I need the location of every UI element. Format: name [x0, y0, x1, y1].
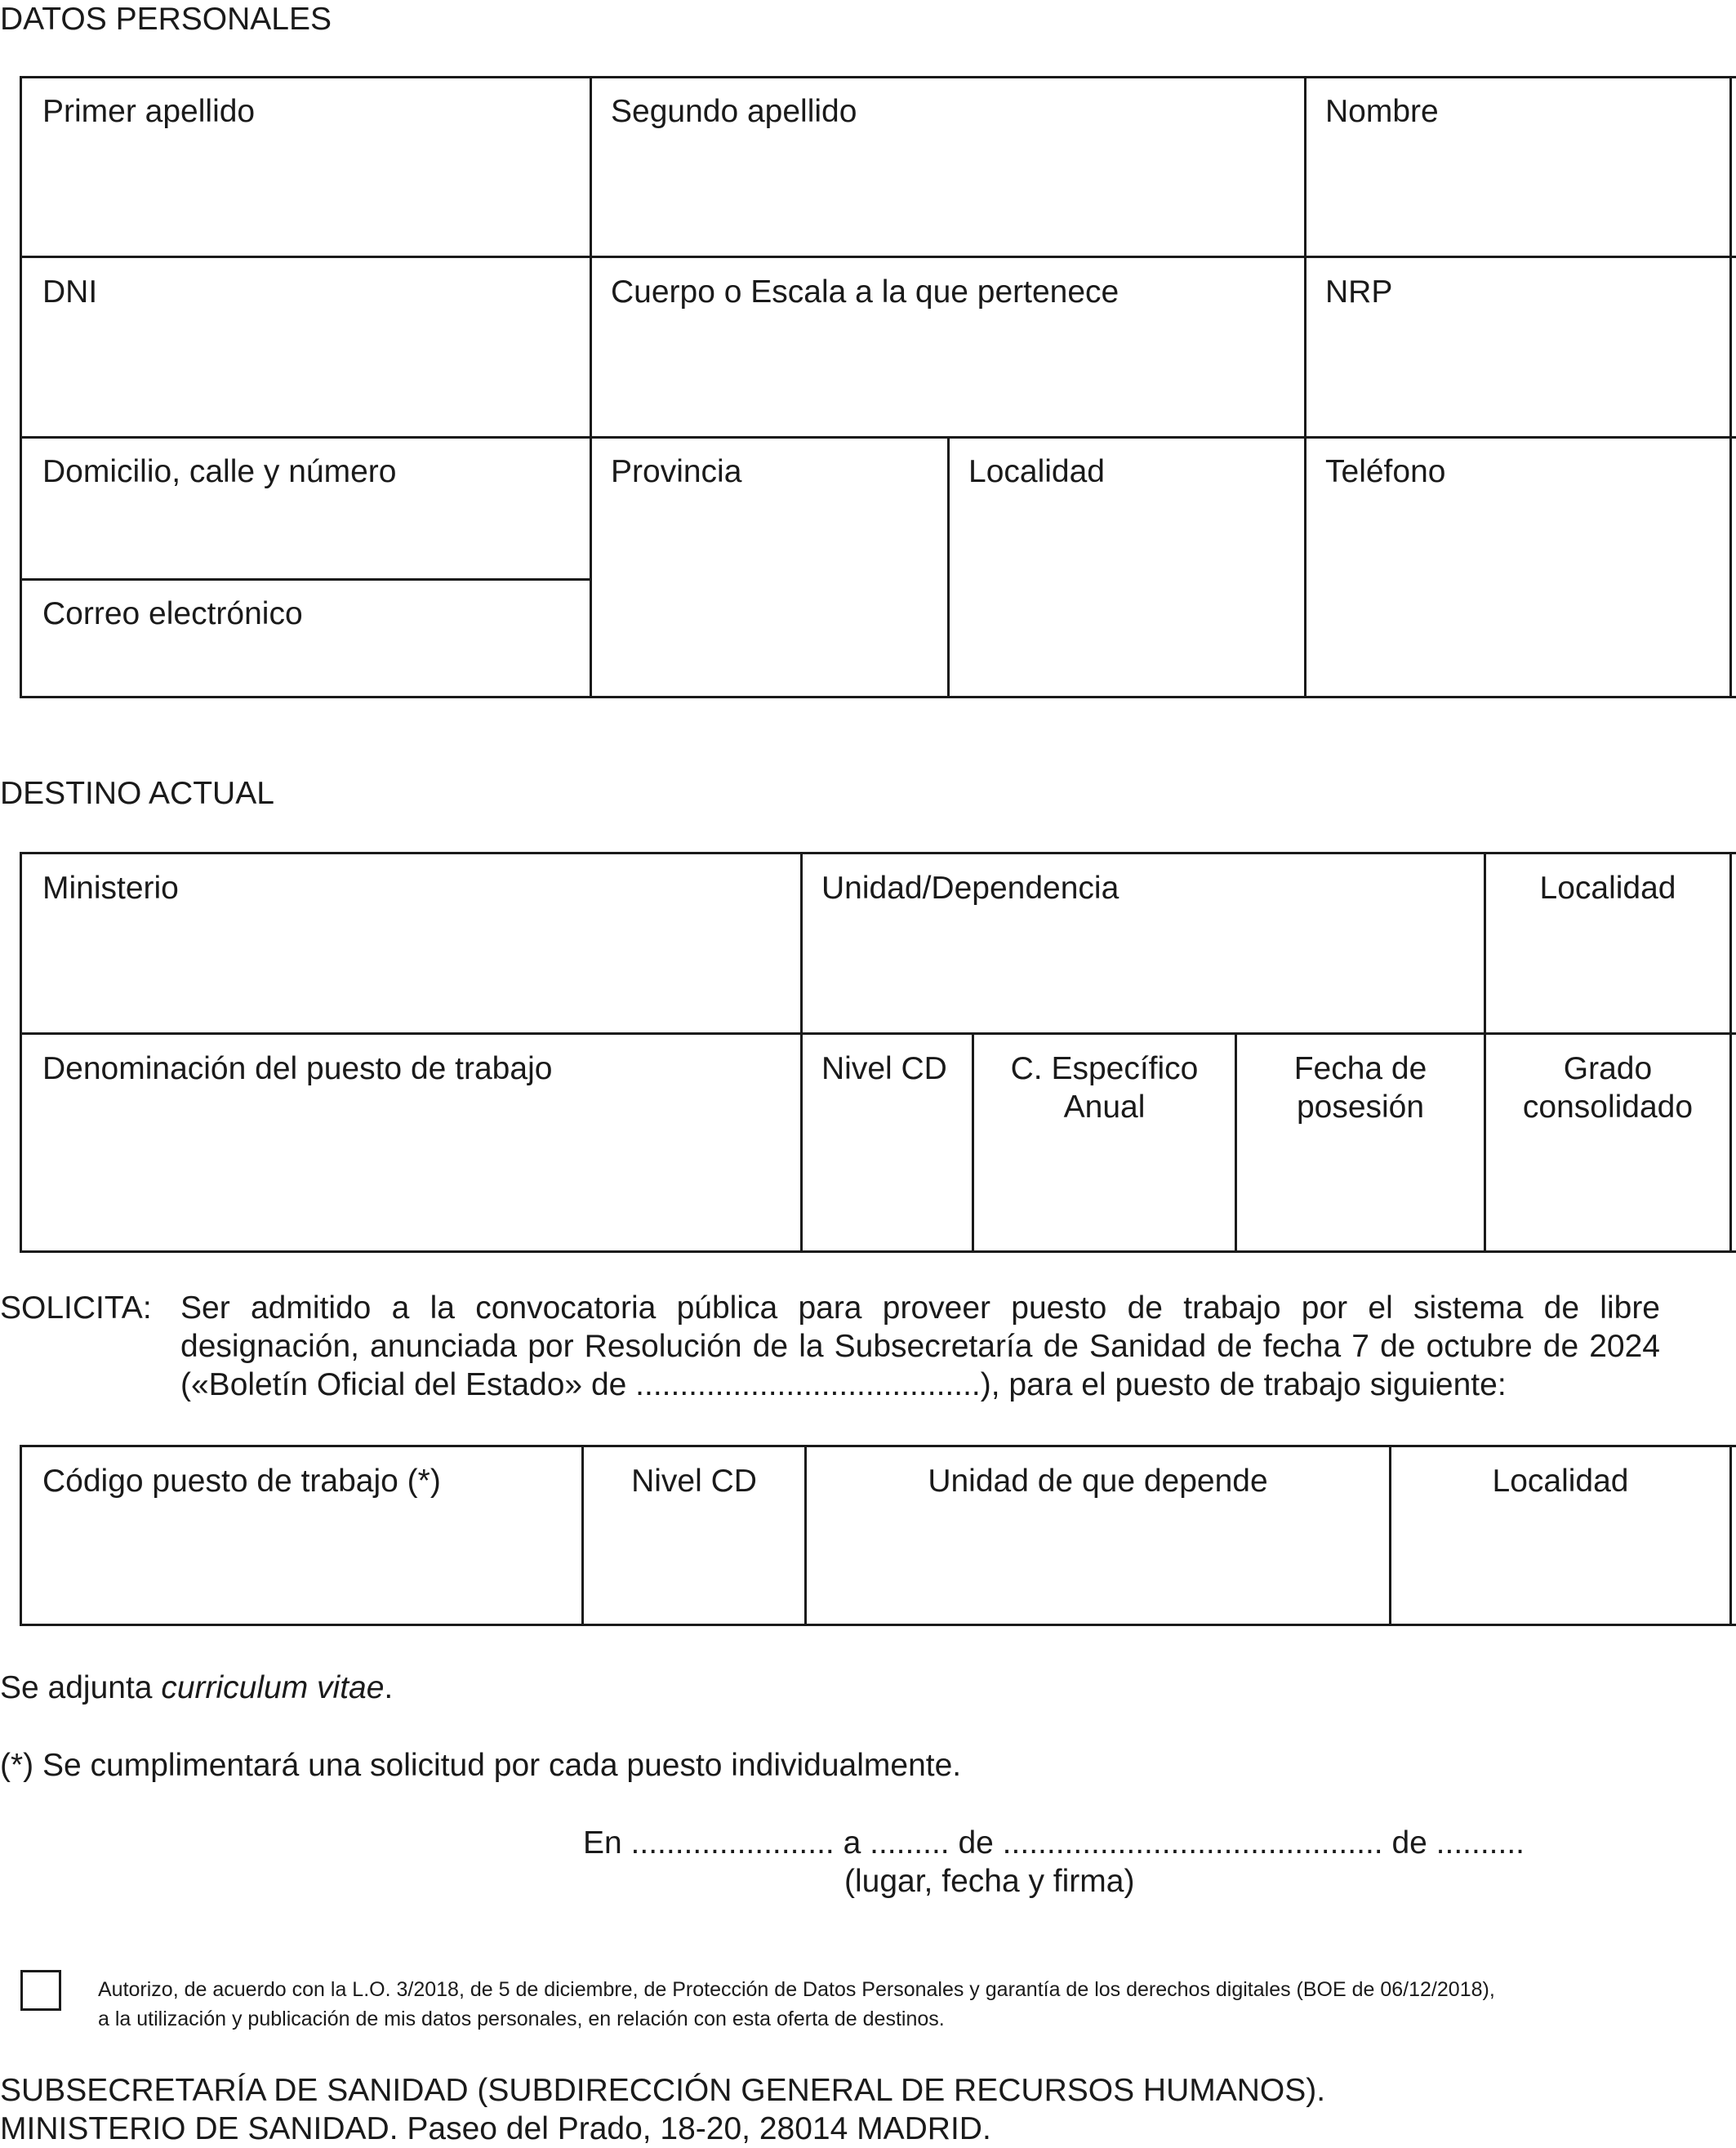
field-telefono[interactable]: Teléfono	[1325, 454, 1446, 489]
table-border	[1729, 1445, 1732, 1626]
field-nombre[interactable]: Nombre	[1325, 94, 1439, 129]
field-correo-electronico[interactable]: Correo electrónico	[42, 596, 303, 631]
footnote-asterisk: (*) Se cumplimentará una solicitud por cada puesto individualmente.	[0, 1748, 962, 1783]
field-cuerpo-escala[interactable]: Cuerpo o Escala a la que pertenece	[611, 274, 1119, 310]
field-ministerio[interactable]: Ministerio	[42, 871, 179, 906]
field-unidad-depende[interactable]: Unidad de que depende	[928, 1464, 1268, 1499]
field-unidad-dependencia[interactable]: Unidad/Dependencia	[821, 871, 1119, 906]
footer-line-1: SUBSECRETARÍA DE SANIDAD (SUBDIRECCIÓN GENERAL DE RECURSOS HUMANOS).	[0, 2073, 1326, 2108]
table-border	[20, 696, 1736, 698]
table-border	[20, 256, 1736, 258]
fecha-posesion-line2: posesión	[1296, 1090, 1425, 1125]
section-heading-datos-personales: DATOS PERSONALES	[0, 2, 332, 37]
signature-caption: (lugar, fecha y firma)	[844, 1864, 1135, 1899]
curriculum-note	[0, 1669, 393, 1707]
table-border	[800, 852, 803, 1253]
fecha-posesion-line1: Fecha de	[1293, 1051, 1427, 1086]
table-border	[20, 1445, 22, 1626]
field-localidad-puesto[interactable]: Localidad	[1492, 1464, 1629, 1499]
solicita-line-1: Ser admitido a la convocatoria pública para proveer puesto de trabajo por el sistema de libre	[180, 1290, 1660, 1326]
grado-line2: consolidado	[1522, 1090, 1694, 1125]
field-domicilio[interactable]: Domicilio, calle y número	[42, 454, 397, 489]
solicita-line-3: («Boletín Oficial del Estado» de .......................................), para el puesto de trabajo siguiente:	[180, 1367, 1507, 1402]
authorization-text-line2: a la utilización y publicación de mis datos personales, en relación con esta oferta de destinos.	[98, 2008, 945, 2030]
authorization-text-line1: Autorizo, de acuerdo con la L.O. 3/2018, de 5 de diciembre, de Protección de Datos Personales y garantía de los derechos digitales (BOE de 06/12/2018),	[98, 1978, 1495, 2001]
curriculum-note-post: .	[384, 1670, 394, 1705]
footer-line-2: MINISTERIO DE SANIDAD. Paseo del Prado, 18-20, 28014 MADRID.	[0, 2111, 991, 2146]
field-nivel-cd-actual[interactable]: Nivel CD	[821, 1051, 947, 1086]
grado-line1: Grado	[1563, 1051, 1653, 1086]
field-dni[interactable]: DNI	[42, 274, 98, 310]
field-primer-apellido[interactable]: Primer apellido	[42, 94, 256, 129]
field-denominacion-puesto[interactable]: Denominación del puesto de trabajo	[42, 1051, 553, 1086]
authorization-checkbox[interactable]	[20, 1970, 61, 2011]
table-border	[1304, 76, 1306, 698]
field-localidad-destino[interactable]: Localidad	[1539, 871, 1676, 906]
field-provincia[interactable]: Provincia	[611, 454, 742, 489]
table-border	[20, 1032, 1736, 1035]
c-especifico-line2: Anual	[1063, 1090, 1146, 1125]
table-border	[20, 852, 1736, 854]
table-border	[1729, 76, 1732, 698]
table-border	[20, 1624, 1736, 1626]
table-border	[1729, 852, 1732, 1253]
field-nivel-cd-puesto[interactable]: Nivel CD	[631, 1464, 757, 1499]
solicita-line-2: designación, anunciada por Resolución de la Subsecretaría de Sanidad de fecha 7 de octubre de 2024	[180, 1329, 1660, 1364]
section-heading-destino-actual: DESTINO ACTUAL	[0, 776, 274, 811]
solicita-label: SOLICITA:	[0, 1290, 152, 1326]
signature-line[interactable]: En ....................... a ......... de ........................................... de ..........	[583, 1825, 1525, 1861]
table-border	[20, 436, 1736, 439]
field-localidad[interactable]: Localidad	[968, 454, 1105, 489]
field-nrp[interactable]: NRP	[1325, 274, 1393, 310]
c-especifico-line1: C. Específico	[1010, 1051, 1199, 1086]
table-border	[20, 1250, 1736, 1253]
table-border	[20, 578, 591, 581]
table-border	[947, 436, 950, 698]
table-border	[20, 76, 22, 698]
curriculum-note-pre: Se adjunta	[0, 1670, 162, 1705]
solicita-paragraph	[180, 1289, 1660, 1404]
table-border	[20, 852, 22, 1253]
curriculum-note-italic: curriculum vitae	[161, 1670, 385, 1705]
table-border	[20, 1445, 1736, 1447]
table-border	[20, 76, 1736, 78]
field-segundo-apellido[interactable]: Segundo apellido	[611, 94, 857, 129]
table-border	[590, 76, 592, 698]
field-codigo-puesto[interactable]: Código puesto de trabajo (*)	[42, 1464, 441, 1499]
